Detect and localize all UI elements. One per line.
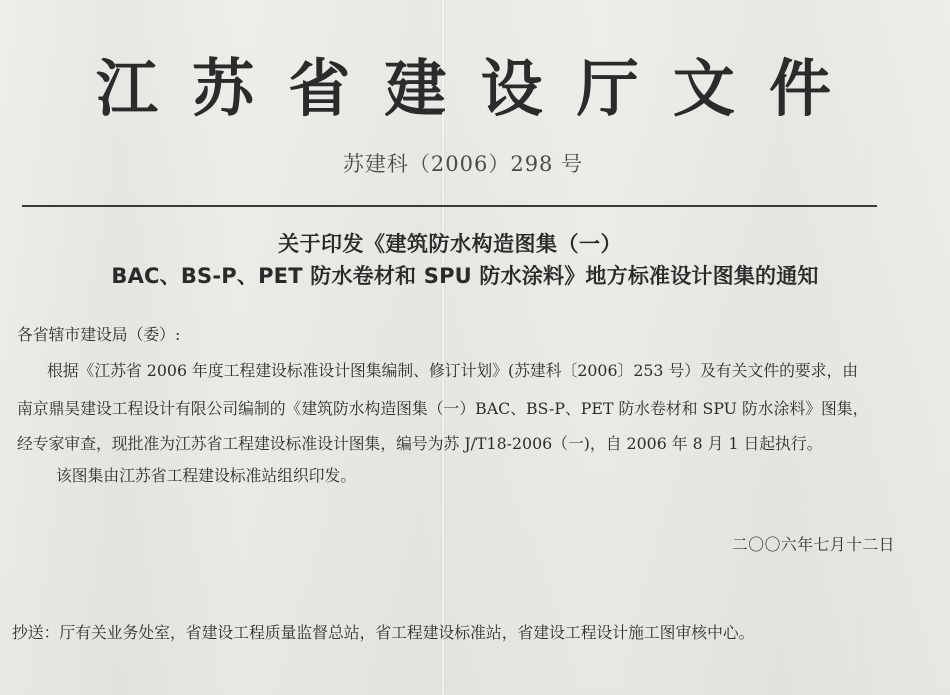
notice-title-line-2: BAC、BS-P、PET 防水卷材和 SPU 防水涂料》地方标准设计图集的通知 [111,264,819,288]
title-char: 件 [768,52,831,125]
paragraph-line: 该图集由江苏省工程建设标准站组织印发。 [56,466,357,485]
document-number: 苏建科（2006）298 号 [342,152,584,176]
notice-title-line-1: 关于印发《建筑防水构造图集（一） [278,232,622,256]
title-char: 苏 [192,52,255,125]
addressee: 各省辖市建设局（委）: [17,325,181,344]
title-char: 设 [480,52,543,125]
paragraph-line: 南京鼎昊建设工程设计有限公司编制的《建筑防水构造图集（一）BAC、BS-P、PET 防水卷材和 SPU 防水涂料》图集， [17,399,869,418]
paragraph-line: 经专家审查，现批准为江苏省工程建设标准设计图集，编号为苏 J/T18-2006（一)，自 2006 年 8 月 1 日起执行。 [17,434,823,453]
paragraph-line: 根据《江苏省 2006 年度工程建设标准设计图集编制、修订计划》(苏建科〔2006〕253 号）及有关文件的要求，由 [47,361,859,380]
title-char: 建 [384,52,447,125]
title-char: 省 [288,52,351,125]
carbon-copy-list: 抄送：厅有关业务处室，省建设工程质量监督总站，省工程建设标准站，省建设工程设计施工图审核中心。 [12,623,755,642]
title-char: 厅 [576,52,639,125]
issue-date: 二〇〇六年七月十二日 [732,535,895,554]
title-char: 文 [672,52,735,125]
title-char: 江 [96,52,159,125]
